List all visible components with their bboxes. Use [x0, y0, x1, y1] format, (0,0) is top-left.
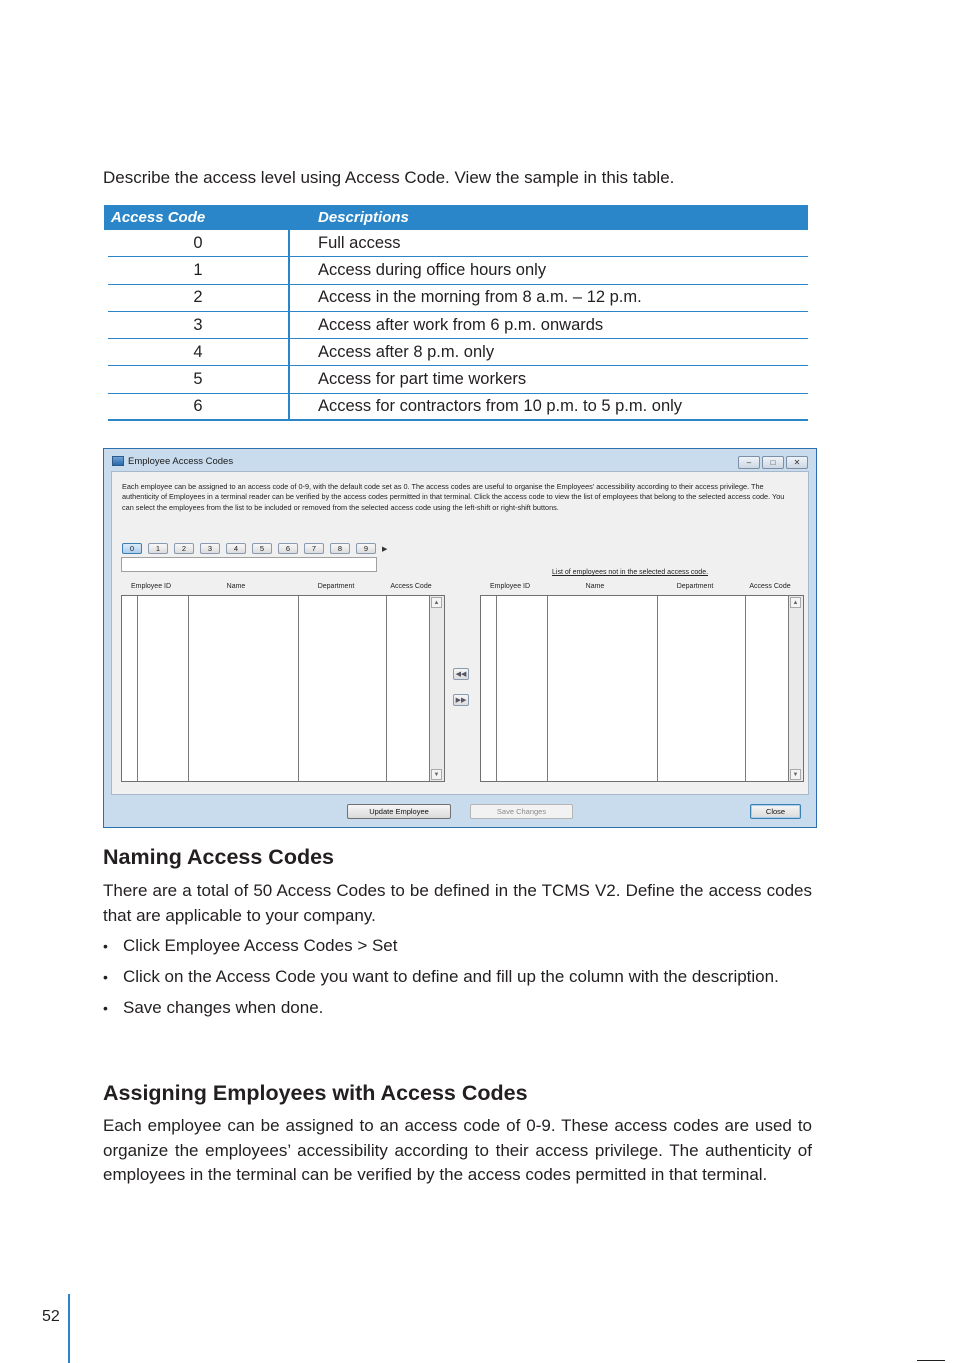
col-employee-id[interactable]: Employee ID — [489, 583, 531, 590]
window-body — [111, 471, 809, 795]
table-row — [108, 339, 808, 366]
maximize-icon[interactable]: □ — [762, 456, 784, 469]
code-button-4[interactable]: 4 — [226, 543, 246, 554]
scroll-up-icon[interactable]: ▲ — [790, 597, 801, 608]
description-cell: Full access — [318, 233, 401, 252]
code-button-1[interactable]: 1 — [148, 543, 168, 554]
table-row — [108, 394, 808, 421]
code-button-5[interactable]: 5 — [252, 543, 272, 554]
code-cell: 0 — [108, 230, 290, 256]
table-row — [108, 257, 808, 284]
scroll-up-icon[interactable]: ▲ — [431, 597, 442, 608]
scroll-down-icon[interactable]: ▼ — [790, 769, 801, 780]
code-button-9[interactable]: 9 — [356, 543, 376, 554]
window-button-bar — [104, 795, 816, 827]
col-name[interactable]: Name — [226, 583, 246, 590]
list-item: • Save changes when done. — [103, 996, 812, 1021]
grid-header — [121, 583, 445, 595]
window-description: Each employee can be assigned to an access code of 0-9, with the default code set as 0. The access codes are useful to organise the Employees' accessibility according to their access privilege. The authenticity of Employees in a terminal reader can be verified by the access codes permitted in that terminal. Click the access code to view the list of employees that belong to the selected access code. You can select the employees from the list to be included or removed from the selected access code using the left-shift or right-shift buttons. — [122, 482, 785, 512]
naming-heading: Naming Access Codes — [103, 845, 335, 869]
naming-paragraph: There are a total of 50 Access Codes to be defined in the TCMS V2. Define the access codes that are applicable to your company. — [103, 881, 812, 925]
description-cell: Access for part time workers — [318, 370, 527, 389]
description-cell: Access in the morning from 8 a.m. – 12 p.m. — [318, 288, 642, 307]
window-controls — [738, 456, 808, 469]
naming-steps — [103, 934, 812, 1027]
description-cell: Access for contractors from 10 p.m. to 5 p.m. only — [318, 396, 683, 415]
header-access-code: Access Code — [111, 209, 206, 226]
employee-list[interactable] — [480, 595, 804, 782]
code-button-7[interactable]: 7 — [304, 543, 324, 554]
access-code-table — [104, 205, 808, 421]
corner-rule — [917, 1360, 945, 1361]
close-window-icon[interactable]: ✕ — [786, 456, 808, 469]
access-code-buttons — [122, 543, 387, 554]
code-button-2[interactable]: 2 — [174, 543, 194, 554]
code-cell: 6 — [108, 394, 290, 419]
page-number: 52 — [42, 1308, 60, 1325]
col-department[interactable]: Department — [317, 583, 355, 590]
shift-left-button[interactable]: ◀◀ — [453, 668, 469, 680]
col-name[interactable]: Name — [585, 583, 605, 590]
code-cell: 1 — [108, 257, 290, 283]
col-access-code[interactable]: Access Code — [749, 583, 791, 590]
update-employee-button[interactable]: Update Employee — [347, 804, 451, 819]
list-item: • Click on the Access Code you want to define and fill up the column with the description. — [103, 965, 812, 990]
employees-in-code-grid — [121, 583, 445, 778]
code-cell: 2 — [108, 285, 290, 311]
code-button-3[interactable]: 3 — [200, 543, 220, 554]
table-row — [108, 285, 808, 312]
employees-not-in-code-grid — [480, 583, 804, 778]
app-icon — [112, 456, 124, 466]
table-row — [108, 312, 808, 339]
list-item: • Click Employee Access Codes > Set — [103, 934, 812, 959]
save-changes-button[interactable]: Save Changes — [470, 804, 573, 819]
table-row — [108, 366, 808, 393]
intro-text: Describe the access level using Access Code. View the sample in this table. — [103, 168, 675, 187]
code-button-8[interactable]: 8 — [330, 543, 350, 554]
code-cell: 5 — [108, 366, 290, 392]
assigning-paragraph: Each employee can be assigned to an access code of 0-9. These access codes are used to organize the employees’ accessibility according to their access privilege. The authenticity of employees in the terminal can be verified by the access codes permitted in that terminal. — [103, 1116, 812, 1184]
minimize-icon[interactable]: – — [738, 456, 760, 469]
col-employee-id[interactable]: Employee ID — [130, 583, 172, 590]
scroll-down-icon[interactable]: ▼ — [431, 769, 442, 780]
description-cell: Access after 8 p.m. only — [318, 342, 495, 361]
scroll-right-arrow-icon[interactable]: ▶ — [382, 545, 388, 553]
not-in-code-list-label: List of employees not in the selected access code. — [552, 569, 709, 576]
page-number-bar — [68, 1294, 70, 1363]
code-description-input[interactable] — [121, 557, 377, 572]
header-descriptions: Descriptions — [318, 209, 409, 226]
code-cell: 3 — [108, 312, 290, 338]
code-button-6[interactable]: 6 — [278, 543, 298, 554]
table-header — [104, 205, 808, 230]
employee-access-codes-window — [103, 448, 817, 828]
assigning-heading: Assigning Employees with Access Codes — [103, 1081, 528, 1105]
window-title: Employee Access Codes — [128, 455, 234, 467]
shift-right-button[interactable]: ▶▶ — [453, 694, 469, 706]
col-access-code[interactable]: Access Code — [390, 583, 432, 590]
code-button-0[interactable]: 0 — [122, 543, 142, 554]
description-cell: Access after work from 6 p.m. onwards — [318, 315, 604, 334]
vertical-scrollbar[interactable] — [789, 596, 803, 781]
description-cell: Access during office hours only — [318, 260, 547, 279]
table-row — [108, 230, 808, 257]
close-button[interactable]: Close — [750, 804, 801, 819]
window-titlebar — [104, 449, 816, 473]
grid-header — [480, 583, 804, 595]
code-cell: 4 — [108, 339, 290, 365]
employee-list[interactable] — [121, 595, 445, 782]
col-department[interactable]: Department — [676, 583, 714, 590]
vertical-scrollbar[interactable] — [430, 596, 444, 781]
